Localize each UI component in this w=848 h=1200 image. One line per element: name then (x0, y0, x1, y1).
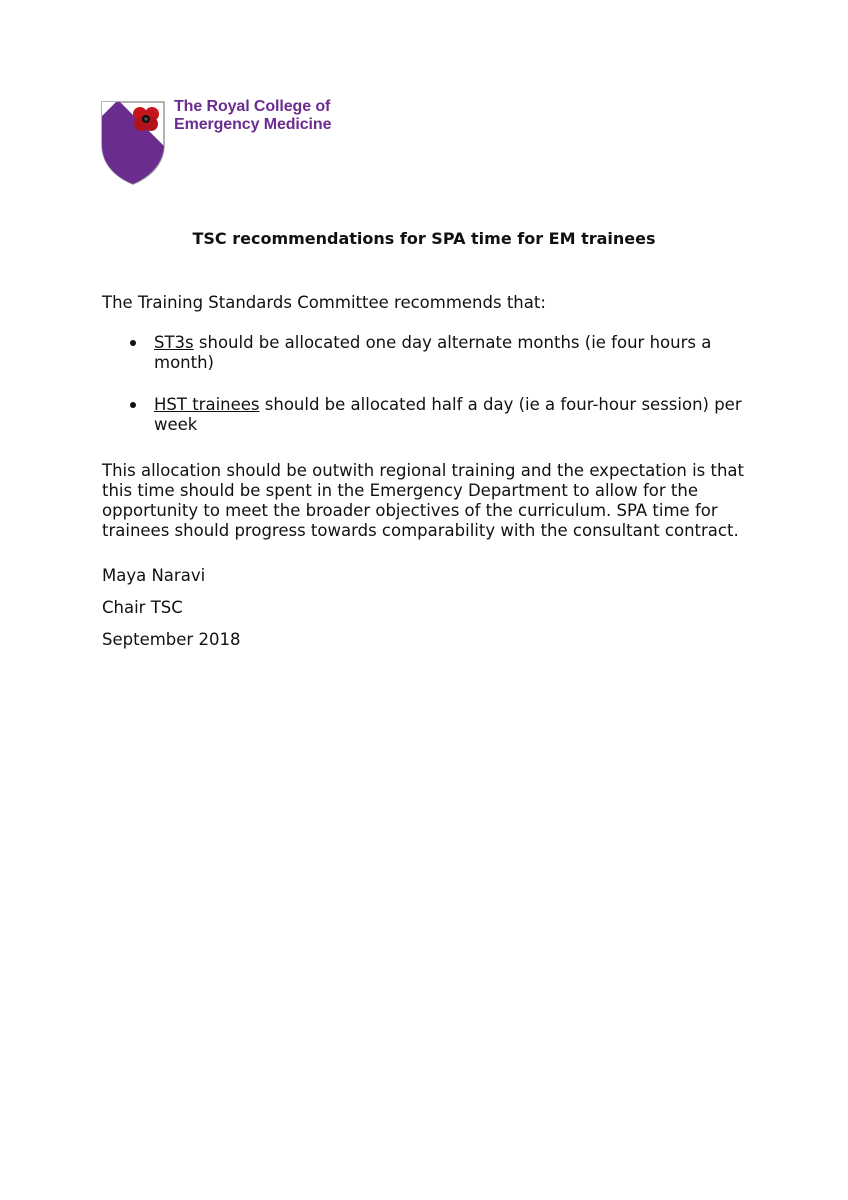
logo-wordmark (174, 98, 331, 134)
list-item-text (154, 395, 742, 434)
rcem-logo (100, 98, 345, 188)
list-item-body: should be allocated one day alternate months (ie four hours a month) (154, 333, 712, 372)
list-item-text (154, 333, 711, 372)
bullet-icon (130, 340, 136, 346)
document-date: September 2018 (102, 630, 241, 649)
intro-text: The Training Standards Committee recommends that: (102, 293, 546, 312)
bullet-icon (130, 402, 136, 408)
list-item (102, 333, 742, 373)
list-item-term: ST3s (154, 333, 194, 352)
signatory-role: Chair TSC (102, 598, 183, 617)
recommendation-list (102, 333, 742, 457)
signatory-name: Maya Naravi (102, 566, 206, 585)
poppy-shield-crest-icon (100, 100, 166, 186)
logo-line-1: The Royal College of (174, 98, 331, 115)
list-item (102, 395, 742, 435)
body-paragraph: This allocation should be outwith regional training and the expectation is that this time should be spent in the Emergency Department to allow for the opportunity to meet the broader objectives of the curriculum. SPA time for trainees should progress towards comparability with the consultant contract. (102, 461, 745, 540)
document-title: TSC recommendations for SPA time for EM trainees (192, 229, 656, 248)
list-item-body: should be allocated half a day (ie a four-hour session) per week (154, 395, 742, 434)
list-item-term: HST trainees (154, 395, 260, 414)
logo-line-2: Emergency Medicine (174, 116, 332, 133)
